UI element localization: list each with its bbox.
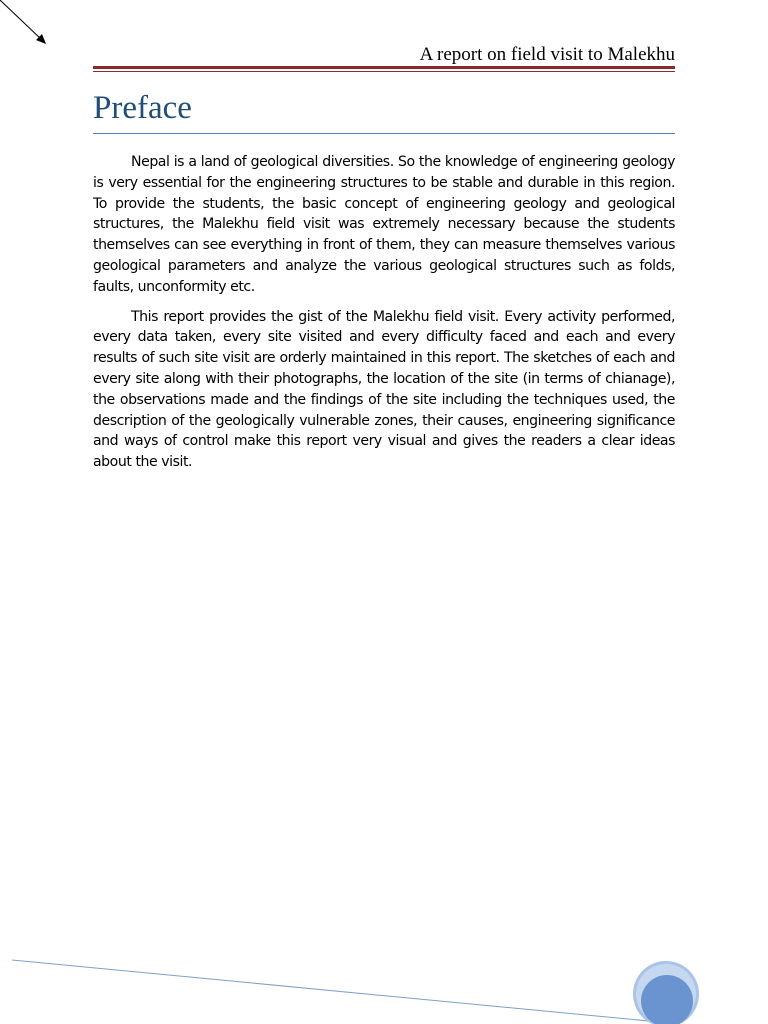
footer-decoration [0,940,768,1024]
header-divider [93,66,675,69]
footer-line [12,960,680,1024]
arrow-icon [0,0,60,60]
header-divider-thin [93,71,675,72]
paragraph-2: This report provides the gist of the Malekhu field visit. Every activity performed, every data taken, every site visited and every difficulty faced and each and every results of such site visit are orderly maintained in this report. The sketches of each and every site along with their photographs, the location of the site (in terms of chianage), the observations made and the findings of the site including the techniques used, the description of the geologically vulnerable zones, their causes, engineering significance and ways of control make this report very visual and gives the readers a clear ideas about the visit. [93,308,675,471]
circle-decoration-icon [633,961,699,1024]
body-text [93,152,675,482]
header-title: A report on field visit to Malekhu [419,44,675,65]
page-title: Preface [93,90,192,126]
paragraph-1: Nepal is a land of geological diversities. So the knowledge of engineering geology is very essential for the engineering structures to be stable and durable in this region. To provide the students, the basic concept of engineering geology and geological structures, the Malekhu field visit was extremely necessary because the students themselves can see everything in front of them, they can measure themselves various geological parameters and analyze the various geological structures such as folds, faults, unconformity etc. [93,154,675,295]
heading-divider [93,133,675,134]
